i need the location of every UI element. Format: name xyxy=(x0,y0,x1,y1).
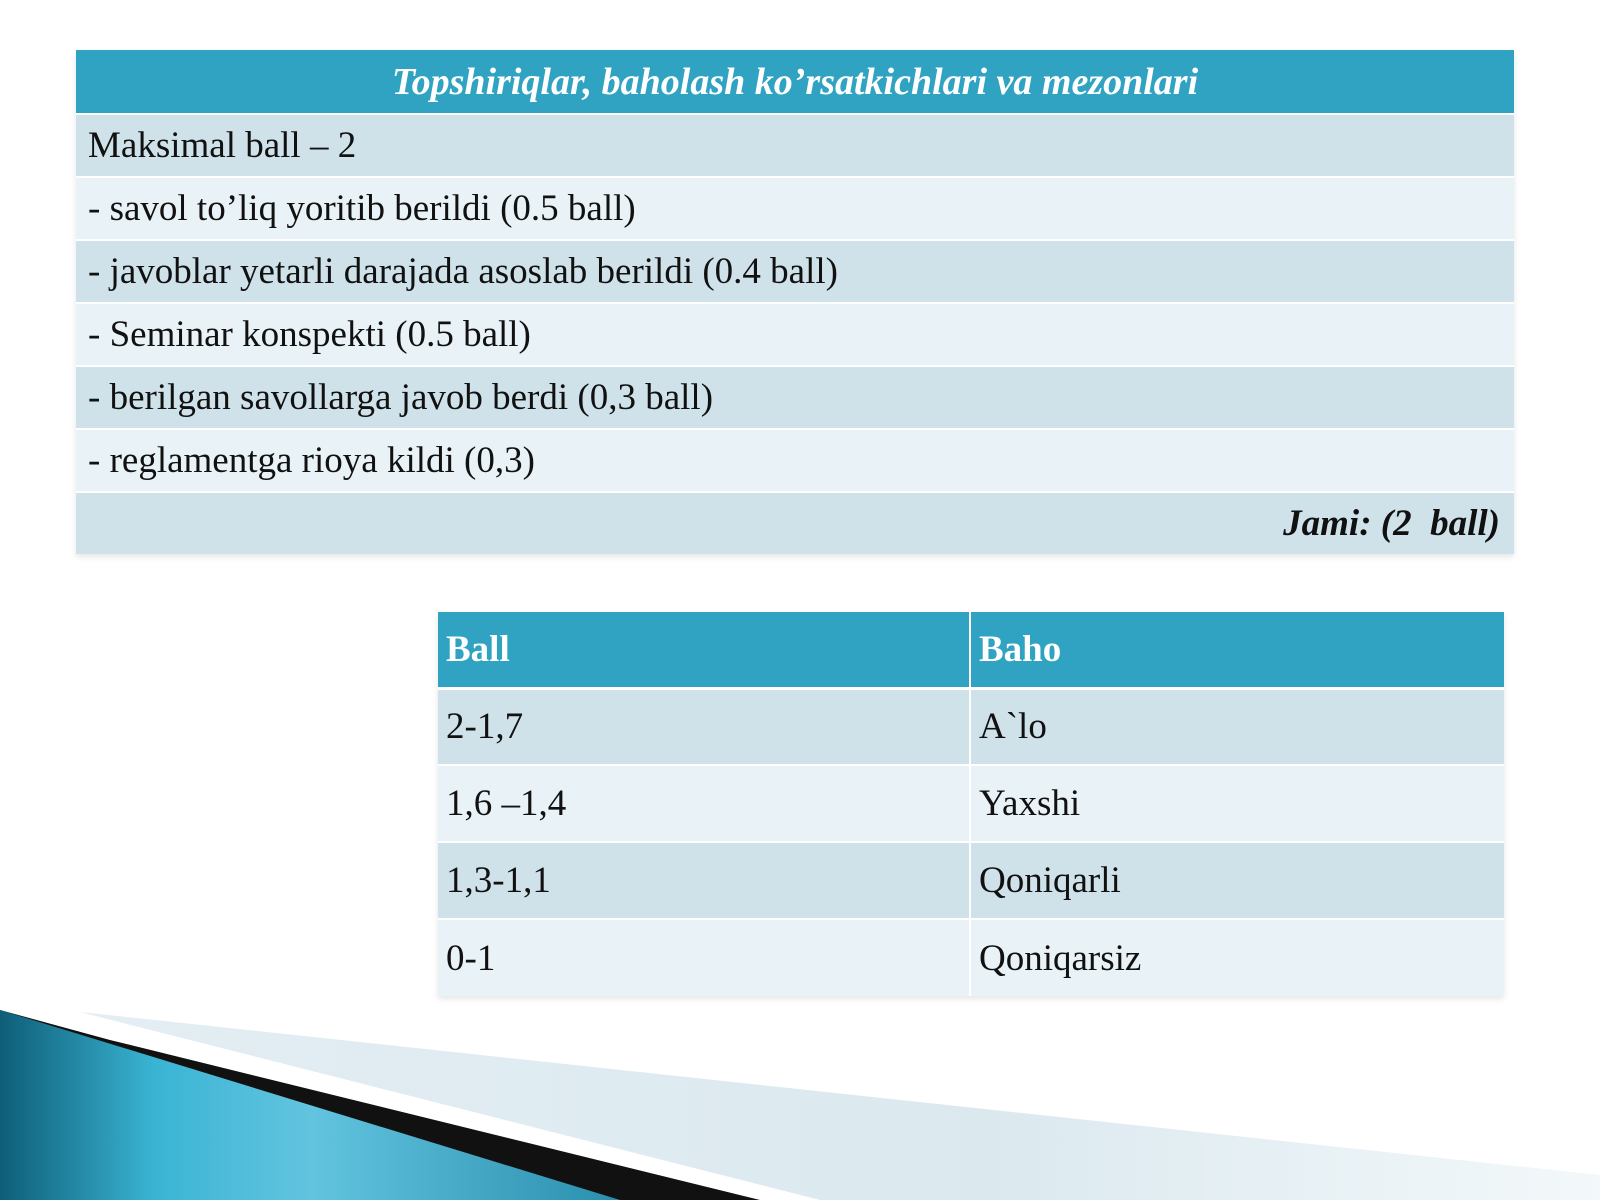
baho-cell: A`lo xyxy=(970,688,1504,765)
criteria-row: - reglamentga rioya kildi (0,3) xyxy=(76,428,1514,491)
criteria-title: Topshiriqlar, baholash ko’rsatkichlari va mezonlari xyxy=(76,50,1514,113)
criteria-row: - javoblar yetarli darajada asoslab berildi (0.4 ball) xyxy=(76,239,1514,302)
baho-cell: Yaxshi xyxy=(970,765,1504,842)
swoosh-blue-band xyxy=(0,1010,620,1200)
ball-cell: 1,6 –1,4 xyxy=(438,765,970,842)
criteria-row: - savol to’liq yoritib berildi (0.5 ball) xyxy=(76,176,1514,239)
ball-cell: 0-1 xyxy=(438,919,970,996)
criteria-row-max: Maksimal ball – 2 xyxy=(76,113,1514,176)
swoosh-dark-band xyxy=(0,1010,760,1200)
baho-cell: Qoniqarsiz xyxy=(970,919,1504,996)
criteria-row: - berilgan savollarga javob berdi (0,3 ball) xyxy=(76,365,1514,428)
header-baho: Baho xyxy=(970,612,1504,688)
ball-cell: 1,3-1,1 xyxy=(438,842,970,919)
baho-cell: Qoniqarli xyxy=(970,842,1504,919)
table-row xyxy=(438,688,1504,765)
header-ball: Ball xyxy=(438,612,970,688)
swoosh-pale-band xyxy=(80,1012,1600,1200)
table-row xyxy=(438,765,1504,842)
grade-table xyxy=(438,612,1504,996)
criteria-row: - Seminar konspekti (0.5 ball) xyxy=(76,302,1514,365)
table-row xyxy=(438,842,1504,919)
table-row xyxy=(438,919,1504,996)
ball-cell: 2-1,7 xyxy=(438,688,970,765)
criteria-table xyxy=(76,50,1514,554)
grade-header-row xyxy=(438,612,1504,688)
criteria-total: Jami: (2 ball) xyxy=(76,491,1514,554)
